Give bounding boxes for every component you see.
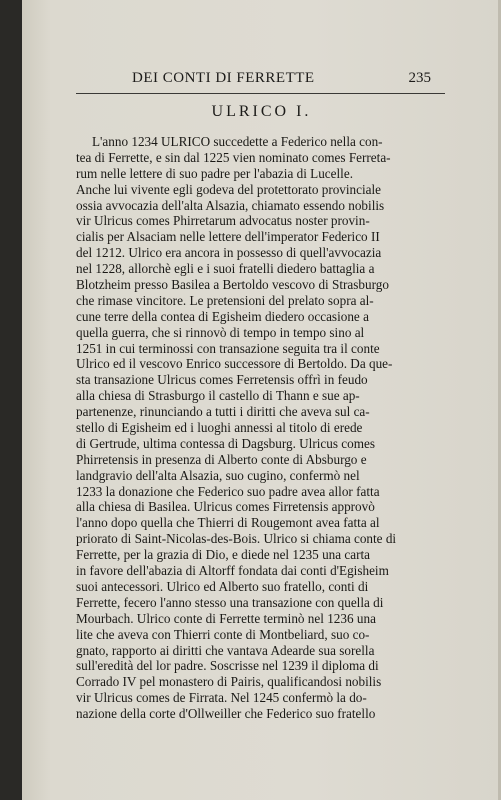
text-line: cune terre della contea di Egisheim diedero occasione a [76, 308, 369, 324]
text-line: Anche lui vivente egli godeva del protettorato provinciale [76, 181, 382, 197]
running-head [132, 70, 431, 90]
text-line: stello di Egisheim ed i luoghi annessi al titolo di erede [76, 420, 363, 436]
text-line: sta transazione Ulricus comes Ferretensis offrì in feudo [76, 372, 368, 388]
body-text [76, 134, 448, 722]
text-line: L'anno 1234 ULRICO succedette a Federico nella con- [92, 134, 383, 149]
text-line: 1233 la donazione che Federico suo padre avea allor fatta [76, 483, 380, 499]
text-line: sull'eredità del lor padre. Soscrisse nel 1239 il diploma di [76, 658, 379, 674]
text-line: alla chiesa di Strasburgo il castello di Thann e sue ap- [76, 388, 360, 404]
text-line: Phirretensis in presenza di Alberto conte di Absburgo e [76, 451, 367, 467]
text-line: Blotzheim presso Basilea a Bertoldo vescovo di Strasburgo [76, 277, 389, 293]
running-title: DEI CONTI DI FERRETTE [132, 70, 315, 86]
text-line: ossia avvocazia dell'alta Alsazia, chiamato essendo nobilis [76, 197, 385, 213]
text-line: landgravio dell'alta Alsazia, suo cugino, confermò nel [76, 467, 360, 483]
text-line: Ulrico ed il vescovo Enrico successore di Bertoldo. Da que- [76, 356, 393, 372]
text-line: del 1212. Ulrico era ancora in possesso di quell'avvocazia [76, 245, 382, 261]
text-line: l'anno dopo quella che Thierri di Rougemont avea fatta al [76, 515, 380, 531]
text-line: Corrado IV pel monastero di Pairis, qualificandosi nobilis [76, 674, 382, 690]
text-line: priorato di Saint-Nicolas-des-Bois. Ulrico si chiama conte di [76, 531, 397, 547]
text-line: partenenze, rinunciando a tutti i diritti che aveva sul ca- [76, 404, 370, 420]
section-title: ULRICO I. [211, 103, 312, 120]
header-rule [76, 93, 445, 94]
text-line: quella guerra, che si rinnovò di tempo in tempo sino al [76, 324, 365, 340]
text-line: vir Ulricus comes Phirretarum advocatus noster provin- [76, 213, 370, 229]
text-line: gnato, rapporto ai diritti che vantava Adearde sua sorella [76, 642, 375, 658]
text-line: rum nelle lettere di suo padre per l'abazia di Lucelle. [76, 165, 353, 181]
text-line: alla chiesa di Basilea. Ulricus comes Firretensis approvò [76, 499, 375, 515]
text-line: nel 1228, allorchè egli e i suoi fratelli diedero battaglia a [76, 261, 375, 277]
book-page [22, 0, 501, 800]
page-number: 235 [408, 70, 431, 86]
text-line: 1251 in cui terminossi con transazione seguita tra il conte [76, 340, 380, 356]
text-line: lite che aveva con Thierri conte di Montbeliard, suo co- [76, 626, 370, 642]
text-line: vir Ulricus comes de Firrata. Nel 1245 confermò la do- [76, 690, 367, 706]
text-line: Mourbach. Ulrico conte di Ferrette terminò nel 1236 una [76, 610, 376, 626]
text-line: nazione della corte d'Ollweiller che Federico suo fratello [76, 706, 376, 722]
text-line: suoi antecessori. Ulrico ed Alberto suo fratello, conti di [76, 578, 369, 594]
text-line: Ferrette, per la grazia di Dio, e diede nel 1235 una carta [76, 547, 371, 563]
text-line: in favore dell'abazia di Altorff fondata dai conti d'Egisheim [76, 563, 389, 579]
text-line: che rimase vincitore. Le pretensioni del prelato sopra al- [76, 292, 374, 308]
text-line: Ferrette, fecero l'anno stesso una transazione con quella di [76, 594, 384, 610]
text-line: tea di Ferrette, e sin dal 1225 vien nominato comes Ferreta- [76, 149, 391, 165]
text-line: di Gertrude, ultima contessa di Dagsburg. Ulricus comes [76, 435, 375, 451]
text-line: cialis per Alsaciam nelle lettere dell'imperator Federico II [76, 229, 380, 245]
